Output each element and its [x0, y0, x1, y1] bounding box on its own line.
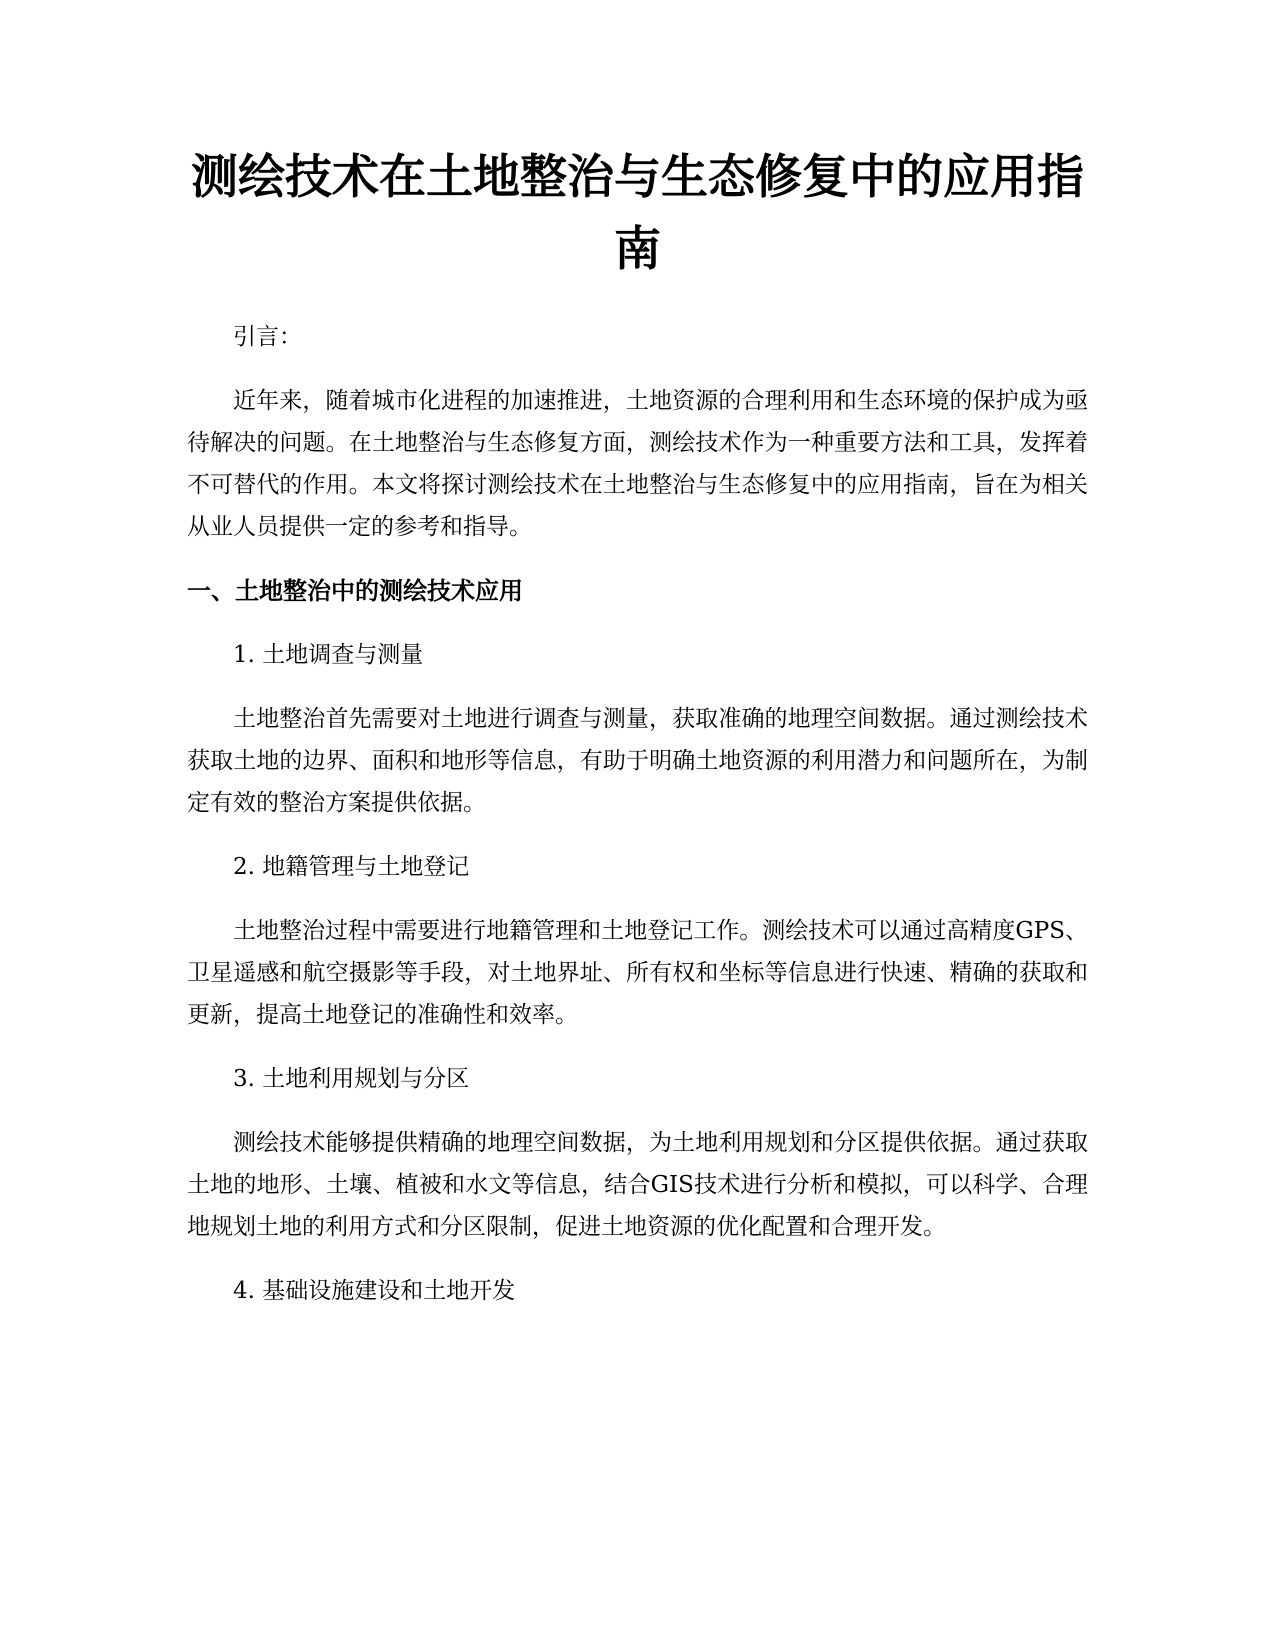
subsection-body: 测绘技术能够提供精确的地理空间数据，为土地利用规划和分区提供依据。通过获取土地的地形、土壤、植被和水文等信息，结合GIS技术进行分析和模拟，可以科学、合理地规划土地的利用方式和分区限制，促进土地资源的优化配置和合理开发。 [187, 1130, 1088, 1240]
subsection-heading: 4. 基础设施建设和土地开发 [233, 1278, 516, 1304]
subsection-body: 土地整治首先需要对土地进行调查与测量，获取准确的地理空间数据。通过测绘技术获取土地的边界、面积和地形等信息，有助于明确土地资源的利用潜力和问题所在，为制定有效的整治方案提供依据。 [187, 706, 1088, 816]
subsection-heading: 3. 土地利用规划与分区 [233, 1066, 470, 1092]
intro-label: 引言： [233, 324, 302, 350]
section-heading: 一、土地整治中的测绘技术应用 [187, 577, 523, 605]
subsection-body: 土地整治过程中需要进行地籍管理和土地登记工作。测绘技术可以通过高精度GPS、卫星遥感和航空摄影等手段，对土地界址、所有权和坐标等信息进行快速、精确的获取和更新，提高土地登记的准确性和效率。 [187, 918, 1088, 1028]
document-page [187, 0, 1088, 1650]
document-title: 测绘技术在土地整治与生态修复中的应用指南 [191, 150, 1084, 277]
intro-paragraph: 近年来，随着城市化进程的加速推进，土地资源的合理利用和生态环境的保护成为亟待解决的问题。在土地整治与生态修复方面，测绘技术作为一种重要方法和工具，发挥着不可替代的作用。本文将探讨测绘技术在土地整治与生态修复中的应用指南，旨在为相关从业人员提供一定的参考和指导。 [187, 388, 1088, 540]
subsection-heading: 2. 地籍管理与土地登记 [233, 854, 470, 880]
subsection-heading: 1. 土地调查与测量 [233, 642, 424, 668]
